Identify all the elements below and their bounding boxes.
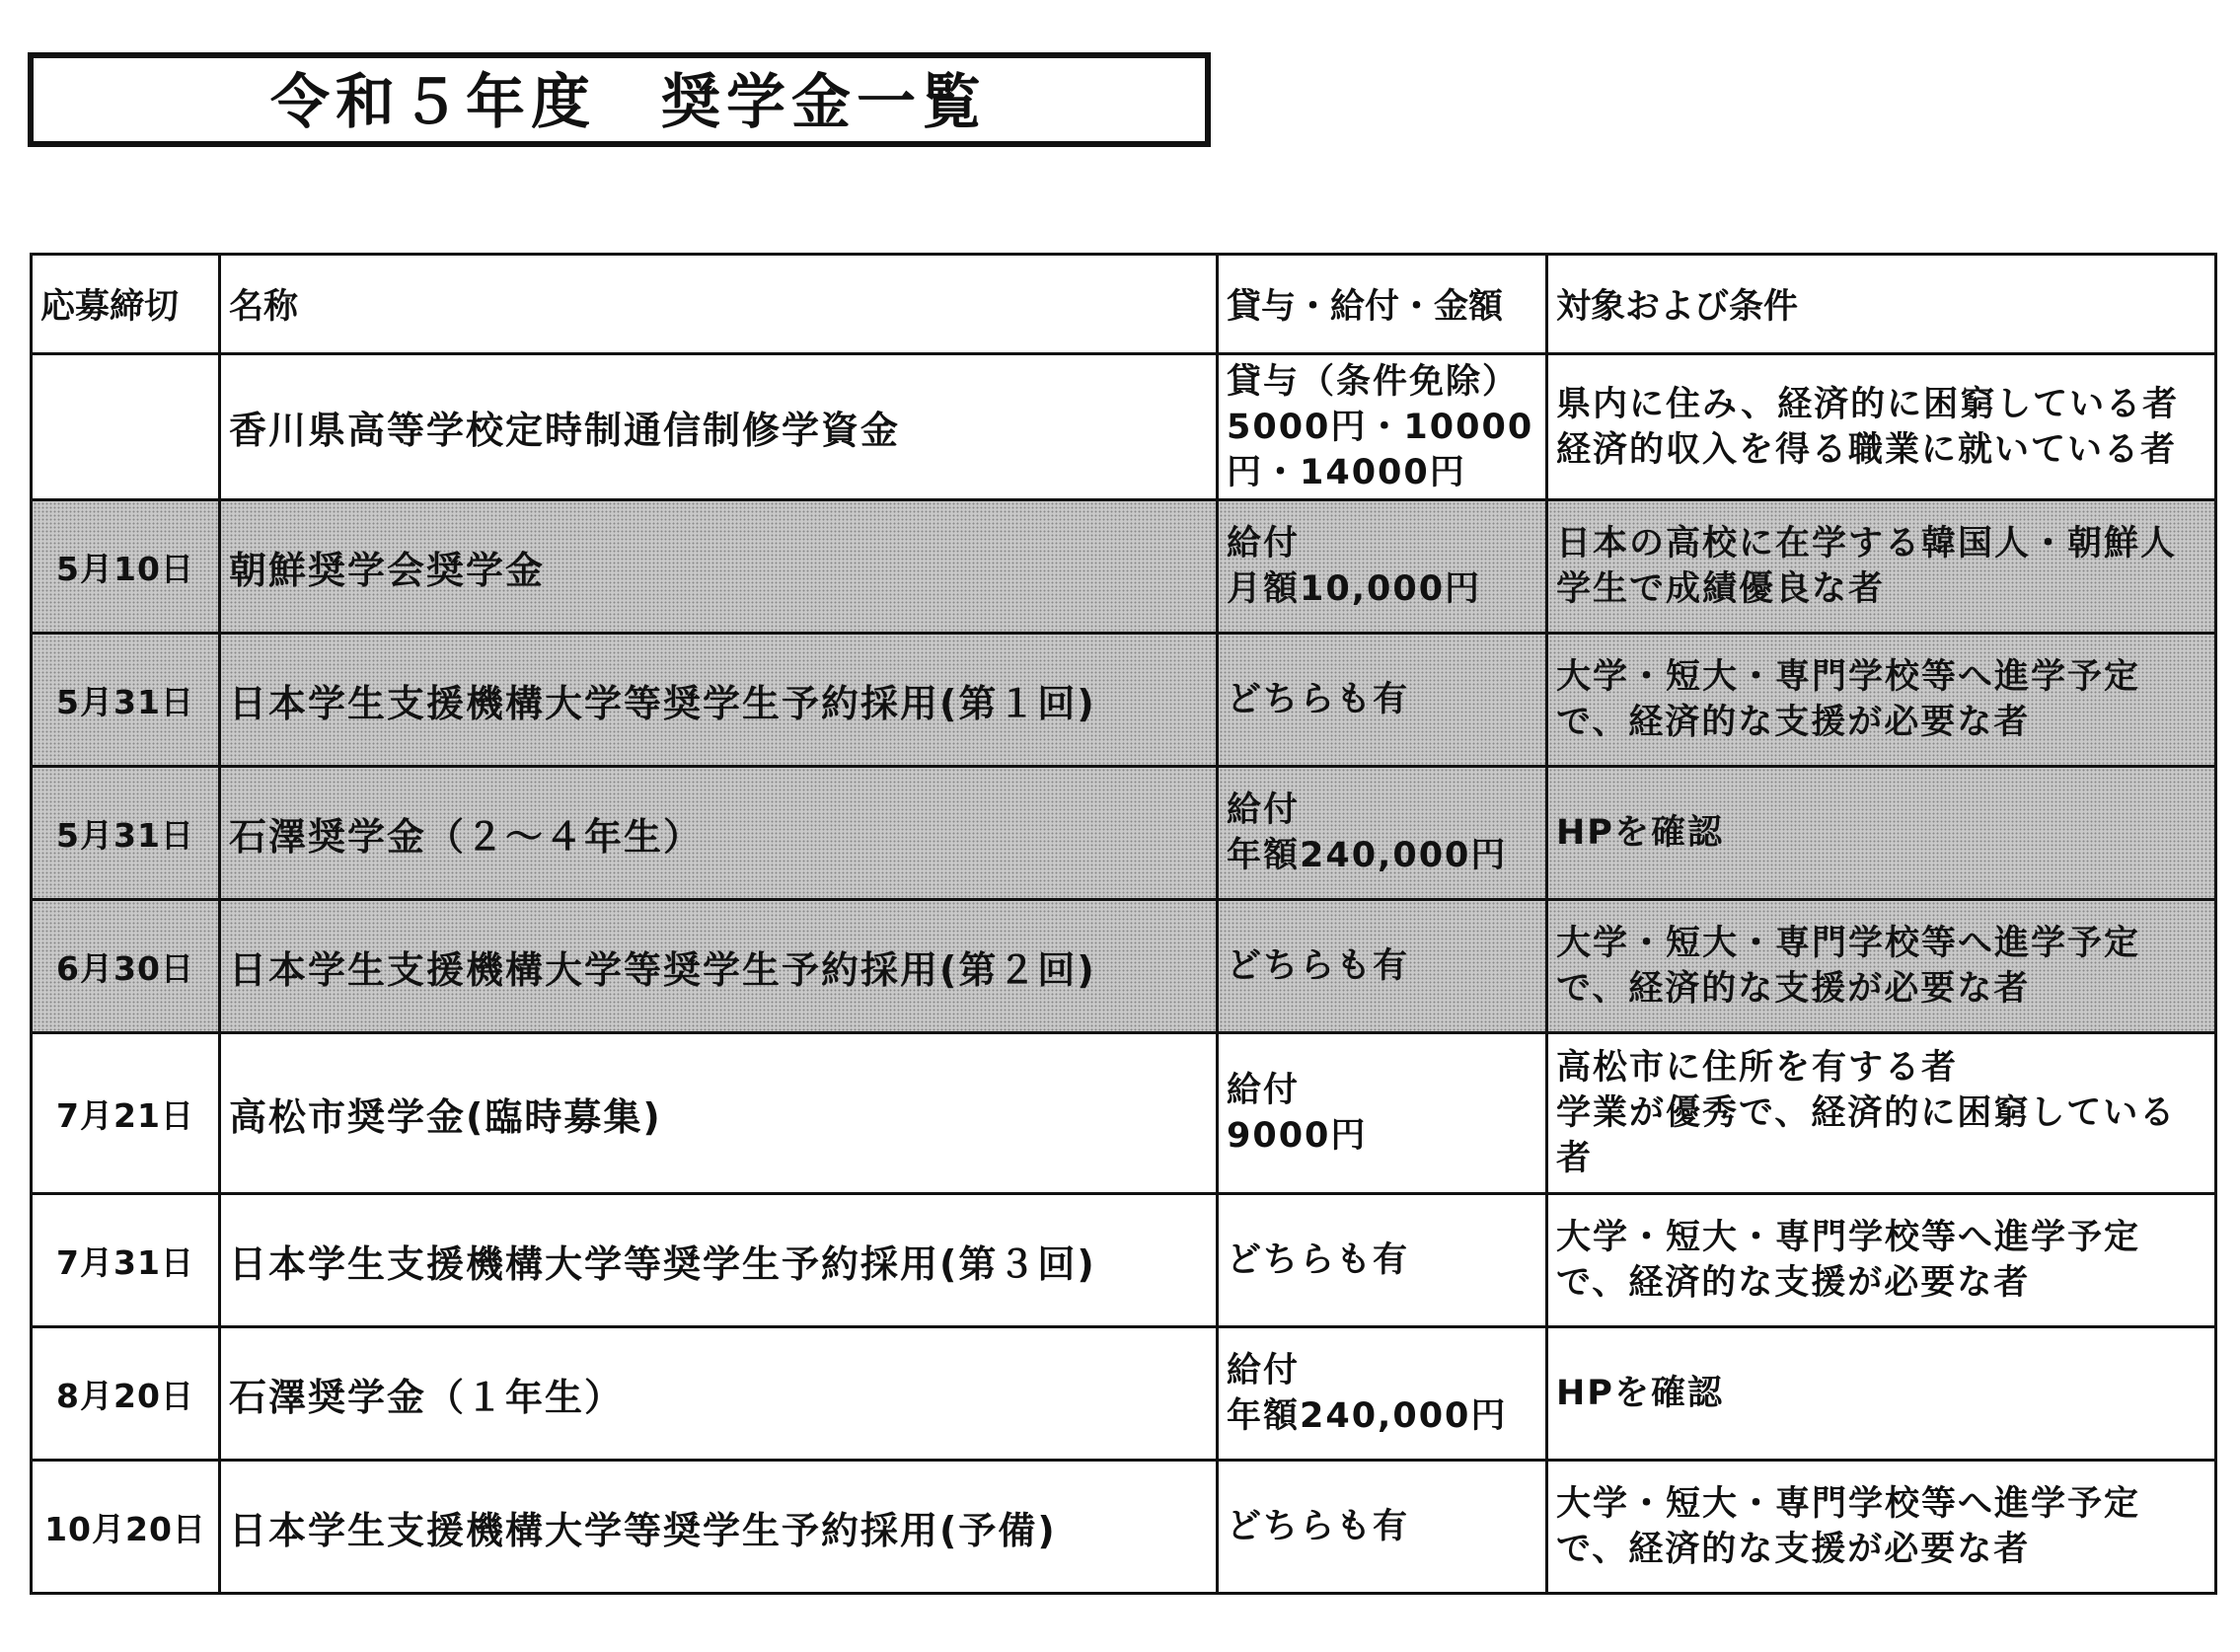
deadline-cell: 10月20日: [32, 1461, 220, 1594]
type-cell: [1218, 767, 1547, 900]
name-cell: 高松市奨学金(臨時募集): [220, 1033, 1218, 1194]
deadline-cell: 5月31日: [32, 634, 220, 767]
header-type: 貸与・給付・金額: [1218, 255, 1547, 354]
deadline-cell: 8月20日: [32, 1327, 220, 1461]
title-box: [28, 52, 1211, 147]
type-line: 給付: [1227, 1071, 1301, 1110]
type-line: 年額240,000円: [1227, 1396, 1508, 1436]
type-cell: [1218, 634, 1547, 767]
table-row: [32, 1194, 2216, 1327]
conditions-line: 大学・短大・専門学校等へ進学予定: [1556, 1218, 2141, 1257]
conditions-line: で、経済的な支援が必要な者: [1556, 969, 2031, 1009]
name-cell: 日本学生支援機構大学等奨学生予約採用(第２回): [220, 900, 1218, 1033]
conditions-line: HPを確認: [1556, 1374, 1724, 1413]
table-header-row: [32, 255, 2216, 354]
name-cell: 石澤奨学金（２～４年生）: [220, 767, 1218, 900]
header-deadline: 応募締切: [32, 255, 220, 354]
type-line: 年額240,000円: [1227, 836, 1508, 875]
name-cell: 日本学生支援機構大学等奨学生予約採用(第１回): [220, 634, 1218, 767]
conditions-line: で、経済的な支援が必要な者: [1556, 1530, 2031, 1569]
deadline-cell: 5月10日: [32, 500, 220, 634]
name-cell: 香川県高等学校定時制通信制修学資金: [220, 354, 1218, 500]
type-cell: [1218, 500, 1547, 634]
deadline-cell: 5月31日: [32, 767, 220, 900]
conditions-cell: [1547, 900, 2216, 1033]
type-line: 給付: [1227, 790, 1301, 830]
name-cell: 石澤奨学金（１年生）: [220, 1327, 1218, 1461]
deadline-cell: 7月21日: [32, 1033, 220, 1194]
type-cell: [1218, 354, 1547, 500]
conditions-cell: [1547, 767, 2216, 900]
conditions-line: 日本の高校に在学する韓国人・朝鮮人: [1556, 524, 2178, 563]
conditions-line: 高松市に住所を有する者: [1556, 1048, 1959, 1088]
name-cell: 日本学生支援機構大学等奨学生予約採用(予備): [220, 1461, 1218, 1594]
type-line: 給付: [1227, 524, 1301, 563]
type-cell: [1218, 1033, 1547, 1194]
name-cell: 日本学生支援機構大学等奨学生予約採用(第３回): [220, 1194, 1218, 1327]
page-title: 令和５年度 奨学金一覧: [270, 68, 987, 137]
conditions-cell: [1547, 634, 2216, 767]
conditions-line: 大学・短大・専門学校等へ進学予定: [1556, 924, 2141, 963]
conditions-cell: [1547, 1327, 2216, 1461]
type-cell: [1218, 900, 1547, 1033]
type-line: どちらも有: [1227, 946, 1410, 986]
type-line: 円・14000円: [1227, 452, 1466, 492]
type-line: 5000円・10000: [1227, 407, 1534, 447]
type-line: どちらも有: [1227, 1240, 1410, 1280]
table-row: [32, 500, 2216, 634]
header-conditions: 対象および条件: [1547, 255, 2216, 354]
conditions-line: 大学・短大・専門学校等へ進学予定: [1556, 657, 2141, 697]
table-row: [32, 1033, 2216, 1194]
type-line: 貸与（条件免除）: [1227, 361, 1520, 402]
deadline-cell: 6月30日: [32, 900, 220, 1033]
table-row: [32, 767, 2216, 900]
type-line: どちらも有: [1227, 1507, 1410, 1546]
deadline-cell: [32, 354, 220, 500]
header-name: 名称: [220, 255, 1218, 354]
conditions-line: 者: [1556, 1139, 1594, 1178]
type-cell: [1218, 1194, 1547, 1327]
conditions-cell: [1547, 1461, 2216, 1594]
table-row: [32, 1461, 2216, 1594]
table-row: [32, 354, 2216, 500]
conditions-line: で、経済的な支援が必要な者: [1556, 1263, 2031, 1303]
conditions-cell: [1547, 1194, 2216, 1327]
type-line: 給付: [1227, 1351, 1301, 1390]
table-row: [32, 900, 2216, 1033]
conditions-line: 学生で成績優良な者: [1556, 569, 1886, 609]
conditions-cell: [1547, 1033, 2216, 1194]
type-line: 月額10,000円: [1227, 569, 1482, 609]
conditions-line: HPを確認: [1556, 813, 1724, 853]
type-cell: [1218, 1461, 1547, 1594]
conditions-line: 学業が優秀で、経済的に困窮している: [1556, 1093, 2177, 1133]
conditions-line: で、経済的な支援が必要な者: [1556, 703, 2031, 742]
deadline-cell: 7月31日: [32, 1194, 220, 1327]
table-row: [32, 634, 2216, 767]
scholarship-table: [30, 253, 2217, 1595]
conditions-line: 経済的収入を得る職業に就いている者: [1556, 429, 2178, 470]
name-cell: 朝鮮奨学会奨学金: [220, 500, 1218, 634]
conditions-cell: [1547, 500, 2216, 634]
type-cell: [1218, 1327, 1547, 1461]
conditions-line: 県内に住み、経済的に困窮している者: [1556, 384, 2180, 424]
conditions-cell: [1547, 354, 2216, 500]
table-row: [32, 1327, 2216, 1461]
type-line: どちらも有: [1227, 680, 1410, 719]
type-line: 9000円: [1227, 1116, 1368, 1156]
conditions-line: 大学・短大・専門学校等へ進学予定: [1556, 1484, 2141, 1524]
